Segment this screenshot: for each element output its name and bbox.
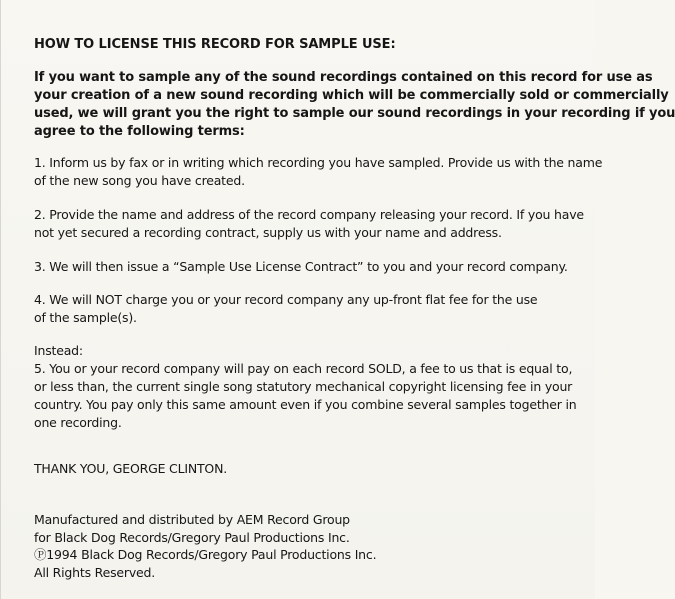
- intro-line: your creation of a new sound recording which will be commercially sold or commercially: [34, 88, 669, 103]
- term-line: of the new song you have created.: [34, 173, 245, 188]
- footer-line: for Black Dog Records/Gregory Paul Productions Inc.: [34, 529, 350, 545]
- footer-line: Manufactured and distributed by AEM Record Group: [34, 512, 350, 527]
- footer-line: Ⓟ1994 Black Dog Records/Gregory Paul Productions Inc.: [34, 547, 377, 562]
- term-line: Instead:: [34, 343, 83, 358]
- footer-line: All Rights Reserved.: [34, 564, 156, 580]
- intro-line: If you want to sample any of the sound recordings contained on this record for use as: [34, 70, 653, 85]
- credits-footer: [34, 511, 594, 581]
- term-line: 4. We will NOT charge you or your record company any up-front flat fee for the use: [34, 292, 538, 307]
- term-3: [34, 258, 594, 276]
- term-5: [34, 342, 594, 432]
- term-line: or less than, the current single song statutory mechanical copyright licensing fee in your: [34, 379, 573, 394]
- intro-line: agree to the following terms:: [34, 124, 245, 139]
- license-heading: HOW TO LICENSE THIS RECORD FOR SAMPLE USE:: [34, 37, 396, 52]
- term-line: 5. You or your record company will pay on each record SOLD, a fee to us that is equal to,: [34, 361, 573, 376]
- thanks-signoff: THANK YOU, GEORGE CLINTON.: [34, 461, 227, 476]
- term-line: not yet secured a recording contract, supply us with your name and address.: [34, 225, 502, 240]
- term-2: [34, 206, 594, 242]
- term-line: 3. We will then issue a “Sample Use License Contract” to you and your record company.: [34, 259, 568, 274]
- term-line: country. You pay only this same amount even if you combine several samples together in: [34, 397, 577, 412]
- license-intro: [34, 69, 675, 141]
- term-1: [34, 154, 603, 190]
- term-line: one recording.: [34, 415, 122, 430]
- term-line: 2. Provide the name and address of the record company releasing your record. If you have: [34, 207, 584, 222]
- term-line: 1. Inform us by fax or in writing which recording you have sampled. Provide us with the name: [34, 155, 603, 170]
- intro-line: used, we will grant you the right to sample our sound recordings in your recording if you: [34, 106, 675, 121]
- term-4: [34, 291, 594, 327]
- term-line: of the sample(s).: [34, 310, 137, 325]
